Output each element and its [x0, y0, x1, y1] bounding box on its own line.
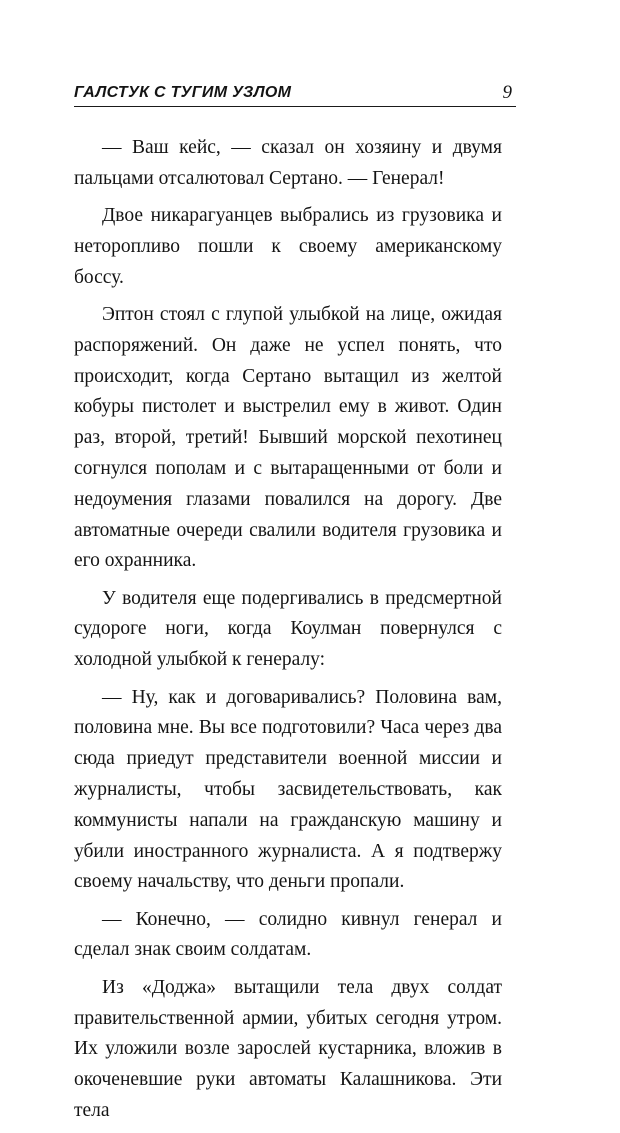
- paragraph: — Ваш кейс, — сказал он хозяину и двумя пальцами отсалютовал Сертано. — Генерал!: [74, 137, 502, 189]
- body-text: [74, 133, 502, 1133]
- running-head: [74, 83, 516, 109]
- header-rule: [74, 106, 516, 107]
- paragraph: У водителя еще подергивались в предсмертной судороге ноги, когда Коулман повернулся с холодной улыбкой к генералу:: [74, 587, 502, 671]
- paragraph: Из «Доджа» вытащили тела двух солдат правительственной армии, убитых сегодня утром. Их уложили возле зарослей кустарника, вложив в окоченевшие руки автоматы Калашникова. Эти тела: [74, 976, 502, 1121]
- paragraph: Эптон стоял с глупой улыбкой на лице, ожидая распоряжений. Он даже не успел понять, что происходит, когда Сертано вытащил из желтой кобуры пистолет и выстрелил ему в живот. Один раз, второй, третий! Бывший морской пехотинец согнулся пополам и с вытаращенными от боли и недоумения глазами повалился на дорогу. Две автоматные очереди свалили водителя грузовика и его охранника.: [74, 303, 502, 572]
- running-title: ГАЛСТУК С ТУГИМ УЗЛОМ: [74, 84, 292, 101]
- paragraph: Двое никарагуанцев выбрались из грузовика и неторопливо пошли к своему американскому боссу.: [74, 205, 502, 288]
- page-number: 9: [502, 82, 512, 103]
- paragraph: — Конечно, — солидно кивнул генерал и сделал знак своим солдатам.: [74, 908, 502, 961]
- paragraph: — Ну, как и договаривались? Половина вам, половина мне. Вы все подготовили? Часа через два сюда приедут представители военной миссии и журналисты, чтобы засвидетельствовать, как коммунисты напали на гражданскую машину и убили иностранного журналиста. А я подтвержу своему начальству, что деньги пропали.: [74, 686, 502, 893]
